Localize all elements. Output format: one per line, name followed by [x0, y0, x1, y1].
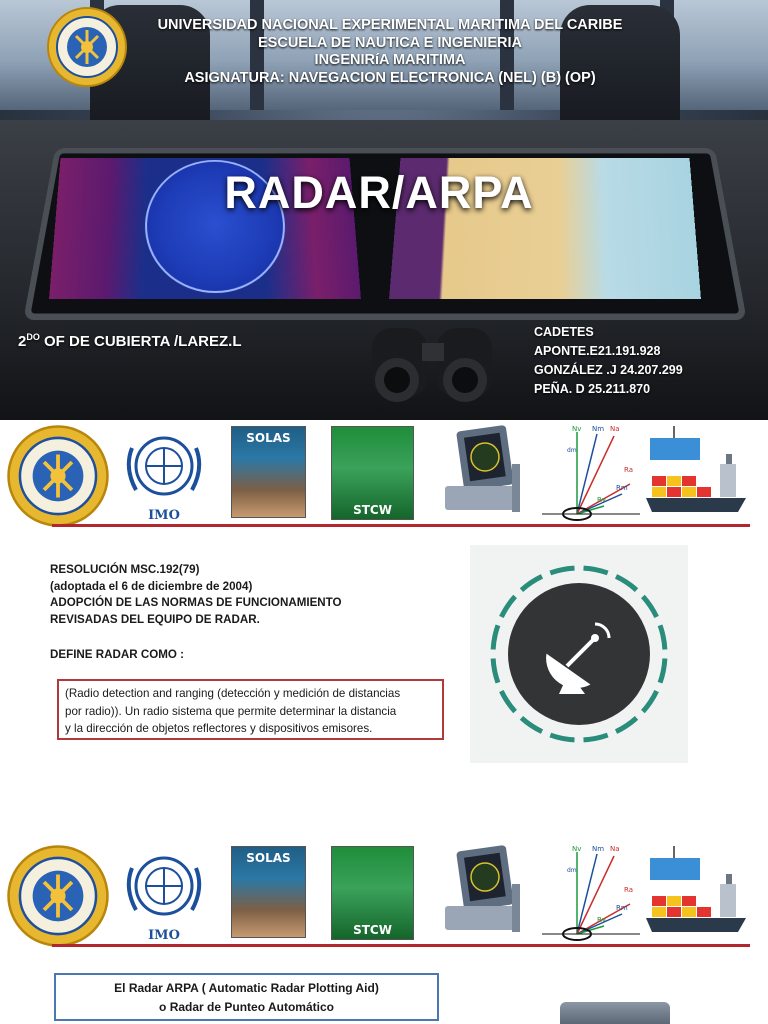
arpa-line: El Radar ARPA ( Automatic Radar Plotting Aid)	[114, 981, 379, 995]
satellite-dish-icon	[470, 545, 688, 763]
ring-segment	[616, 718, 637, 732]
definition-line: (Radio detection and ranging (detección y medición de distancias	[65, 687, 401, 700]
university-name: UNIVERSIDAD NACIONAL EXPERIMENTAL MARITIMA DEL CARIBE	[157, 17, 623, 33]
cadets-list	[534, 323, 683, 399]
ring-segment	[521, 718, 542, 732]
vector-diagram-icon	[542, 422, 640, 522]
resolution-text	[50, 562, 342, 628]
imo-logo	[114, 428, 214, 528]
institution-header	[120, 17, 660, 87]
label-dm: dm	[567, 867, 577, 874]
ring-segment	[584, 735, 608, 740]
label-rm: Rm	[616, 484, 628, 492]
cadet-item: PEÑA. D 25.211.870	[534, 382, 651, 396]
resolution-line: ADOPCIÓN DE LAS NORMAS DE FUNCIONAMIENTO	[50, 596, 342, 609]
resolution-line: REVISADAS DEL EQUIPO DE RADAR.	[50, 612, 260, 626]
label-ra: Ra	[624, 466, 633, 474]
course-prefix: 2	[18, 333, 27, 350]
radar-console-icon	[440, 844, 538, 940]
course-sup: DO	[26, 332, 40, 342]
arpa-definition-box	[54, 973, 439, 1021]
vector-diagram-icon	[542, 842, 640, 942]
label-nm: Nm	[592, 845, 605, 853]
logo-strip	[0, 840, 768, 950]
label-nv: Nv	[572, 425, 582, 433]
solas-label: SOLAS	[246, 431, 291, 445]
ring-segment	[501, 691, 515, 712]
define-label: DEFINE RADAR COMO :	[50, 648, 184, 661]
label-na: Na	[610, 425, 620, 433]
label-rv: Rv	[597, 496, 607, 504]
container-ship-icon	[646, 426, 754, 518]
label-rm: Rm	[616, 904, 628, 912]
radar-device-image	[560, 1002, 670, 1024]
cadet-item: GONZÁLEZ .J 24.207.299	[534, 363, 683, 377]
ring-segment	[521, 576, 542, 590]
solas-book	[231, 426, 306, 518]
section-divider	[52, 524, 750, 527]
ring-segment	[616, 576, 637, 590]
title-slide	[0, 0, 768, 420]
university-seal-icon	[6, 844, 110, 948]
university-seal-icon	[46, 6, 128, 88]
radar-console-icon	[440, 424, 538, 520]
school-name: ESCUELA DE NAUTICA E INGENIERIA	[258, 34, 522, 51]
resolution-line: (adoptada el 6 de diciembre de 2004)	[50, 579, 253, 593]
ring-segment	[660, 625, 665, 649]
ring-segment	[584, 568, 608, 573]
resolution-line: RESOLUCIÓN MSC.192(79)	[50, 563, 200, 576]
slide-title: RADAR/ARPA	[224, 167, 534, 218]
cadets-heading: CADETES	[534, 325, 594, 339]
definition-line: por radio)). Un radio sistema que permite determinar la distancia	[65, 704, 397, 718]
section-divider	[52, 944, 750, 947]
label-rv: Rv	[597, 916, 607, 924]
subject-name: ASIGNATURA: NAVEGACION ELECTRONICA (NEL) (B) (OP)	[184, 69, 596, 86]
label-ra: Ra	[624, 886, 633, 894]
radar-icon-panel	[470, 545, 688, 763]
ring-segment	[493, 625, 498, 649]
imo-label: IMO	[148, 508, 180, 523]
stcw-book	[331, 846, 414, 940]
imo-emblem-icon	[114, 428, 214, 506]
stcw-label: STCW	[353, 923, 392, 937]
label-dm: dm	[567, 447, 577, 454]
definition-line: y la dirección de objetos reflectores y dispositivos emisores.	[65, 722, 373, 735]
stcw-label: STCW	[353, 503, 392, 517]
course-label	[18, 332, 242, 350]
arpa-line: o Radar de Punteo Automático	[159, 1000, 334, 1014]
ring-segment	[643, 691, 657, 712]
logo-strip	[0, 420, 768, 530]
ring-segment	[493, 659, 498, 683]
ring-segment	[550, 735, 574, 740]
label-na: Na	[610, 845, 620, 853]
solas-book	[231, 846, 306, 938]
container-ship-icon	[646, 846, 754, 938]
binoculars-icon	[362, 318, 507, 413]
stcw-book	[331, 426, 414, 520]
course-rest: OF DE CUBIERTA /LAREZ.L	[39, 333, 242, 350]
label-nv: Nv	[572, 845, 582, 853]
imo-label: IMO	[148, 928, 180, 943]
ring-segment	[501, 596, 515, 617]
radar-definition-box	[57, 679, 444, 740]
label-nm: Nm	[592, 425, 605, 433]
cadet-item: APONTE.E21.191.928	[534, 344, 661, 358]
imo-logo	[114, 848, 214, 948]
ring-segment	[643, 596, 657, 617]
solas-label: SOLAS	[246, 851, 291, 865]
ring-segment	[550, 568, 574, 573]
ring-segment	[660, 659, 665, 683]
program-name: INGENIRíA MARITIMA	[314, 52, 466, 68]
imo-emblem-icon	[114, 848, 214, 926]
university-seal-icon	[6, 424, 110, 528]
